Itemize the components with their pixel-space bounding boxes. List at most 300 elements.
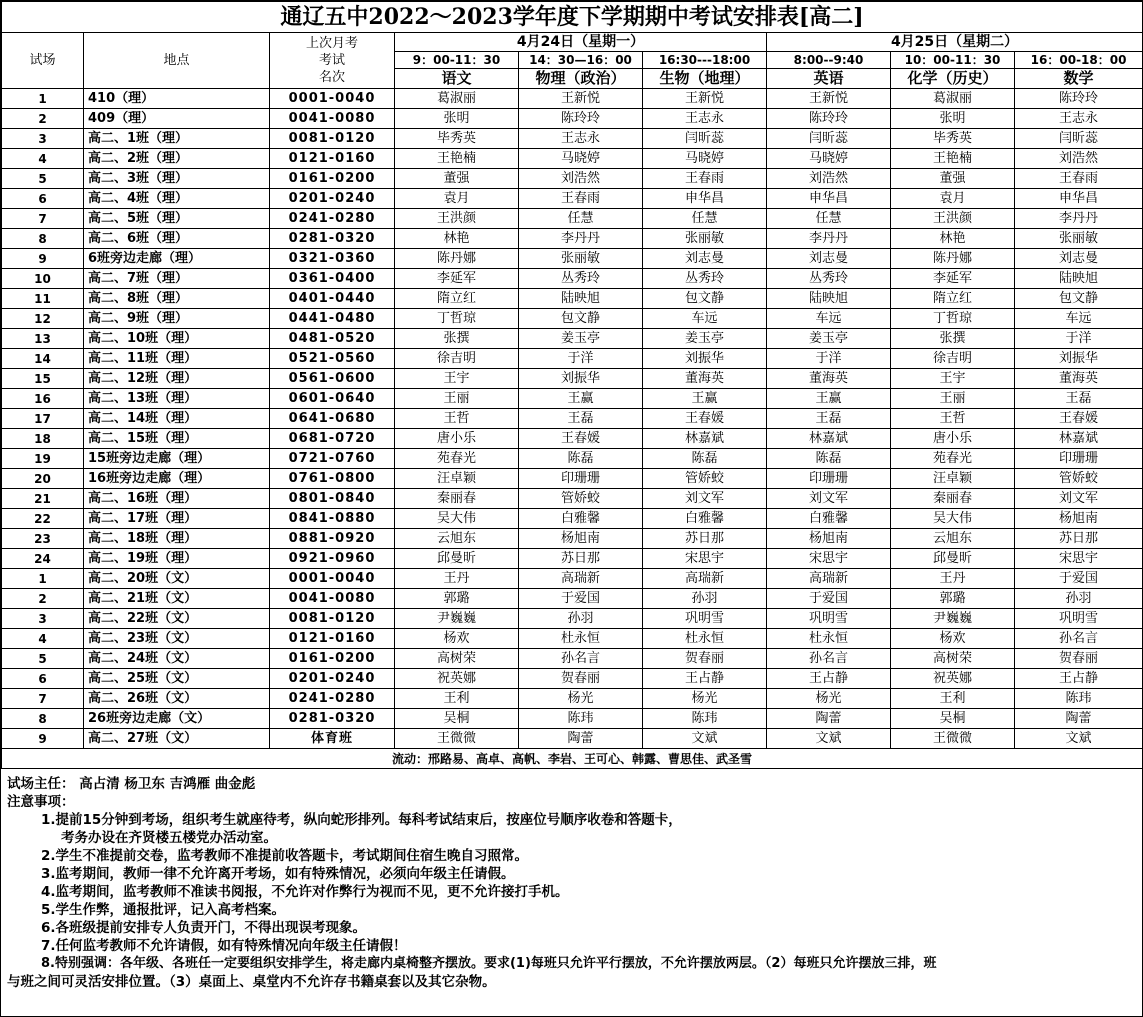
note-item: 7.任何监考教师不允许请假，如有特殊情况向年级主任请假！	[41, 938, 407, 954]
room-location: 高二、18班（理）	[84, 529, 270, 549]
rank-range: 0321-0360	[270, 249, 395, 269]
header-subject: 英语	[767, 69, 891, 89]
floating-proctors: 流动：邢路易、高卓、高帆、李岩、王可心、韩露、曹思佳、武圣雪	[2, 749, 1143, 769]
proctor-cell: 林嘉斌	[767, 429, 891, 449]
room-number: 15	[2, 369, 84, 389]
room-location: 高二、13班（理）	[84, 389, 270, 409]
proctor-cell: 陆映旭	[767, 289, 891, 309]
proctor-cell: 吴桐	[395, 709, 519, 729]
proctor-cell: 于洋	[519, 349, 643, 369]
proctor-cell: 云旭东	[891, 529, 1015, 549]
table-row	[2, 189, 1143, 209]
proctor-cell: 陆映旭	[519, 289, 643, 309]
rank-range: 0081-0120	[270, 129, 395, 149]
room-number: 1	[2, 89, 84, 109]
rank-range: 0801-0840	[270, 489, 395, 509]
table-row	[2, 109, 1143, 129]
room-location: 高二、16班（理）	[84, 489, 270, 509]
room-number: 8	[2, 229, 84, 249]
proctor-cell: 张丽敏	[1015, 229, 1143, 249]
proctor-cell: 于爱国	[519, 589, 643, 609]
rank-range: 0641-0680	[270, 409, 395, 429]
room-number: 9	[2, 729, 84, 749]
room-location: 高二、17班（理）	[84, 509, 270, 529]
proctor-cell: 管娇蛟	[1015, 469, 1143, 489]
rank-range: 0161-0200	[270, 649, 395, 669]
proctor-cell: 申华昌	[767, 189, 891, 209]
proctor-cell: 刘浩然	[767, 169, 891, 189]
schedule-table	[1, 1, 1143, 769]
proctor-cell: 董强	[395, 169, 519, 189]
proctor-cell: 丛秀玲	[643, 269, 767, 289]
room-number: 3	[2, 609, 84, 629]
proctor-cell: 王哲	[395, 409, 519, 429]
room-number: 11	[2, 289, 84, 309]
proctor-cell: 于洋	[1015, 329, 1143, 349]
proctor-cell: 王丽	[395, 389, 519, 409]
proctor-cell: 孙羽	[643, 589, 767, 609]
proctor-cell: 王赢	[767, 389, 891, 409]
proctor-cell: 李延军	[395, 269, 519, 289]
proctor-cell: 林嘉斌	[1015, 429, 1143, 449]
proctor-cell: 尹巍巍	[395, 609, 519, 629]
proctor-cell: 邱曼昕	[891, 549, 1015, 569]
table-row	[2, 569, 1143, 589]
notes-section	[7, 775, 1137, 991]
proctor-cell: 王艳楠	[891, 149, 1015, 169]
room-location: 高二、14班（理）	[84, 409, 270, 429]
proctor-cell: 白雅馨	[643, 509, 767, 529]
proctor-cell: 陈玲玲	[1015, 89, 1143, 109]
note-item: 3.监考期间，教师一律不允许离开考场，如有特殊情况，必须向年级主任请假。	[41, 866, 515, 882]
room-location: 高二、27班（文）	[84, 729, 270, 749]
table-row	[2, 129, 1143, 149]
table-row	[2, 729, 1143, 749]
room-number: 1	[2, 569, 84, 589]
room-number: 2	[2, 109, 84, 129]
table-row	[2, 529, 1143, 549]
proctor-cell: 刘浩然	[519, 169, 643, 189]
room-location: 高二、22班（文）	[84, 609, 270, 629]
proctor-cell: 文斌	[643, 729, 767, 749]
proctor-cell: 管娇蛟	[519, 489, 643, 509]
header-subject: 物理（政治）	[519, 69, 643, 89]
proctor-cell: 文斌	[767, 729, 891, 749]
proctor-cell: 王磊	[1015, 389, 1143, 409]
proctor-cell: 闫昕蕊	[1015, 129, 1143, 149]
proctor-cell: 袁月	[395, 189, 519, 209]
proctor-cell: 刘文军	[1015, 489, 1143, 509]
proctor-cell: 王春雨	[643, 169, 767, 189]
proctor-cell: 白雅馨	[519, 509, 643, 529]
proctor-cell: 吴桐	[891, 709, 1015, 729]
rank-range: 0521-0560	[270, 349, 395, 369]
proctor-cell: 杜永恒	[519, 629, 643, 649]
proctor-cell: 葛淑丽	[891, 89, 1015, 109]
proctor-cell: 王哲	[891, 409, 1015, 429]
table-row	[2, 449, 1143, 469]
proctor-cell: 董强	[891, 169, 1015, 189]
proctor-cell: 张丽敏	[643, 229, 767, 249]
note-item: 考务办设在齐贤楼五楼党办活动室。	[61, 830, 277, 846]
header-last-rank-line: 名次	[318, 70, 345, 85]
header-subject: 数学	[1015, 69, 1143, 89]
proctor-cell: 马晓婷	[643, 149, 767, 169]
proctor-cell: 林艳	[395, 229, 519, 249]
room-location: 高二、10班（理）	[84, 329, 270, 349]
proctor-cell: 王洪颜	[891, 209, 1015, 229]
proctor-cell: 陆映旭	[1015, 269, 1143, 289]
rank-range: 0881-0920	[270, 529, 395, 549]
proctor-cell: 董海英	[643, 369, 767, 389]
proctor-cell: 王春媛	[1015, 409, 1143, 429]
proctor-cell: 印珊珊	[767, 469, 891, 489]
room-number: 23	[2, 529, 84, 549]
room-number: 5	[2, 649, 84, 669]
proctor-cell: 王春雨	[1015, 169, 1143, 189]
proctor-cell: 孙名言	[519, 649, 643, 669]
table-row	[2, 349, 1143, 369]
proctor-cell: 任慧	[643, 209, 767, 229]
rank-range: 体育班	[270, 729, 395, 749]
header-time: 10：00-11：30	[891, 52, 1015, 69]
rank-range: 0281-0320	[270, 229, 395, 249]
table-row	[2, 609, 1143, 629]
rank-range: 0561-0600	[270, 369, 395, 389]
rank-range: 0241-0280	[270, 689, 395, 709]
room-location: 高二、25班（文）	[84, 669, 270, 689]
rank-range: 0041-0080	[270, 589, 395, 609]
proctor-cell: 刘振华	[519, 369, 643, 389]
proctor-cell: 王微微	[891, 729, 1015, 749]
room-location: 高二、24班（文）	[84, 649, 270, 669]
proctor-cell: 王丹	[395, 569, 519, 589]
header-time: 16:30---18:00	[643, 52, 767, 69]
room-location: 409（理）	[84, 109, 270, 129]
header-time: 14：30—16：00	[519, 52, 643, 69]
proctor-cell: 申华昌	[643, 189, 767, 209]
table-row	[2, 409, 1143, 429]
proctor-cell: 刘志曼	[767, 249, 891, 269]
room-number: 22	[2, 509, 84, 529]
room-location: 高二、7班（理）	[84, 269, 270, 289]
room-location: 410（理）	[84, 89, 270, 109]
room-location: 高二、2班（理）	[84, 149, 270, 169]
proctor-cell: 林艳	[891, 229, 1015, 249]
room-number: 4	[2, 149, 84, 169]
rank-range: 0681-0720	[270, 429, 395, 449]
room-location: 高二、4班（理）	[84, 189, 270, 209]
proctor-cell: 王赢	[519, 389, 643, 409]
proctor-cell: 巩明雪	[1015, 609, 1143, 629]
proctor-cell: 于爱国	[767, 589, 891, 609]
table-row	[2, 269, 1143, 289]
proctor-cell: 汪卓颖	[395, 469, 519, 489]
room-location: 高二、23班（文）	[84, 629, 270, 649]
proctor-cell: 刘志曼	[1015, 249, 1143, 269]
proctor-cell: 白雅馨	[767, 509, 891, 529]
header-last-rank	[270, 33, 395, 89]
proctor-cell: 陶蕾	[767, 709, 891, 729]
proctor-cell: 祝英娜	[891, 669, 1015, 689]
proctor-cell: 巩明雪	[767, 609, 891, 629]
proctor-cell: 刘志曼	[643, 249, 767, 269]
page-title: 通辽五中2022～2023学年度下学期期中考试安排表[高二]	[2, 2, 1143, 33]
room-location: 15班旁边走廊（理）	[84, 449, 270, 469]
rank-range: 0081-0120	[270, 609, 395, 629]
rank-range: 0121-0160	[270, 629, 395, 649]
room-location: 26班旁边走廊（文）	[84, 709, 270, 729]
table-row	[2, 289, 1143, 309]
proctor-cell: 车远	[767, 309, 891, 329]
room-number: 9	[2, 249, 84, 269]
proctor-cell: 秦丽春	[395, 489, 519, 509]
proctor-cell: 丁哲琼	[395, 309, 519, 329]
proctor-cell: 陈磊	[767, 449, 891, 469]
proctor-cell: 杨光	[643, 689, 767, 709]
proctor-cell: 董海英	[767, 369, 891, 389]
room-number: 18	[2, 429, 84, 449]
room-location: 高二、21班（文）	[84, 589, 270, 609]
proctor-cell: 杜永恒	[643, 629, 767, 649]
proctor-cell: 王志永	[1015, 109, 1143, 129]
proctor-cell: 任慧	[519, 209, 643, 229]
proctor-cell: 秦丽春	[891, 489, 1015, 509]
proctor-cell: 郭璐	[395, 589, 519, 609]
proctor-cell: 王赢	[643, 389, 767, 409]
proctor-cell: 陈磊	[519, 449, 643, 469]
room-number: 3	[2, 129, 84, 149]
proctor-cell: 张明	[891, 109, 1015, 129]
proctor-cell: 祝英娜	[395, 669, 519, 689]
rank-range: 0601-0640	[270, 389, 395, 409]
room-number: 8	[2, 709, 84, 729]
note-item: 8.特别强调：各年级、各班任一定要组织安排学生，将走廊内桌椅整齐摆放。要求(1)每班只允许平行摆放，不允许摆放两层。（2）每班只允许摆放三排，班	[41, 956, 937, 971]
rank-range: 0001-0040	[270, 89, 395, 109]
proctor-cell: 刘文军	[767, 489, 891, 509]
room-location: 6班旁边走廊（理）	[84, 249, 270, 269]
proctor-cell: 毕秀英	[891, 129, 1015, 149]
proctor-cell: 汪卓颖	[891, 469, 1015, 489]
proctor-cell: 陈丹娜	[891, 249, 1015, 269]
proctor-cell: 孙名言	[767, 649, 891, 669]
header-time: 9：00-11：30	[395, 52, 519, 69]
rank-range: 0841-0880	[270, 509, 395, 529]
proctor-cell: 包文静	[643, 289, 767, 309]
proctor-cell: 高瑞新	[643, 569, 767, 589]
room-number: 10	[2, 269, 84, 289]
proctor-cell: 王微微	[395, 729, 519, 749]
room-number: 7	[2, 689, 84, 709]
proctor-cell: 印珊珊	[1015, 449, 1143, 469]
rank-range: 0201-0240	[270, 189, 395, 209]
note-item: 1.提前15分钟到考场，组织考生就座待考，纵向蛇形排列。每科考试结束后，按座位号顺序收卷和答题卡，	[41, 812, 682, 828]
proctor-cell: 苏日那	[519, 549, 643, 569]
proctor-cell: 王宇	[395, 369, 519, 389]
exam-directors: 试场主任： 高占清 杨卫东 吉鸿雁 曲金彪	[7, 776, 256, 792]
room-location: 高二、19班（理）	[84, 549, 270, 569]
note-item: 2.学生不准提前交卷，监考教师不准提前收答题卡，考试期间住宿生晚自习照常。	[41, 848, 529, 864]
rank-range: 0921-0960	[270, 549, 395, 569]
proctor-cell: 李丹丹	[767, 229, 891, 249]
proctor-cell: 高树荣	[395, 649, 519, 669]
room-location: 高二、6班（理）	[84, 229, 270, 249]
proctor-cell: 王春雨	[519, 189, 643, 209]
room-location: 高二、3班（理）	[84, 169, 270, 189]
proctor-cell: 王利	[395, 689, 519, 709]
proctor-cell: 高瑞新	[519, 569, 643, 589]
room-number: 4	[2, 629, 84, 649]
room-number: 17	[2, 409, 84, 429]
proctor-cell: 丛秀玲	[519, 269, 643, 289]
proctor-cell: 王志永	[519, 129, 643, 149]
proctor-cell: 王春媛	[519, 429, 643, 449]
note-item: 5.学生作弊，通报批评，记入高考档案。	[41, 902, 286, 918]
proctor-cell: 李丹丹	[519, 229, 643, 249]
proctor-cell: 王占静	[643, 669, 767, 689]
proctor-cell: 王新悦	[767, 89, 891, 109]
room-number: 6	[2, 669, 84, 689]
proctor-cell: 丁哲琼	[891, 309, 1015, 329]
room-number: 16	[2, 389, 84, 409]
table-row	[2, 629, 1143, 649]
proctor-cell: 孙羽	[1015, 589, 1143, 609]
proctor-cell: 毕秀英	[395, 129, 519, 149]
proctor-cell: 王丹	[891, 569, 1015, 589]
proctor-cell: 张撰	[395, 329, 519, 349]
header-location: 地点	[84, 33, 270, 89]
table-row	[2, 249, 1143, 269]
proctor-cell: 杨光	[519, 689, 643, 709]
rank-range: 0001-0040	[270, 569, 395, 589]
header-time: 8:00--9:40	[767, 52, 891, 69]
proctor-cell: 杨旭南	[767, 529, 891, 549]
proctor-cell: 管娇蛟	[643, 469, 767, 489]
table-row	[2, 209, 1143, 229]
proctor-cell: 申华昌	[1015, 189, 1143, 209]
table-row	[2, 369, 1143, 389]
proctor-cell: 孙名言	[1015, 629, 1143, 649]
proctor-cell: 张丽敏	[519, 249, 643, 269]
proctor-cell: 尹巍巍	[891, 609, 1015, 629]
proctor-cell: 王洪颜	[395, 209, 519, 229]
rank-range: 0441-0480	[270, 309, 395, 329]
proctor-cell: 王宇	[891, 369, 1015, 389]
proctor-cell: 隋立红	[395, 289, 519, 309]
proctor-cell: 王磊	[767, 409, 891, 429]
rank-range: 0761-0800	[270, 469, 395, 489]
room-location: 高二、12班（理）	[84, 369, 270, 389]
proctor-cell: 印珊珊	[519, 469, 643, 489]
note-item: 与班之间可灵活安排位置。（3）桌面上、桌堂内不允许存书籍桌套以及其它杂物。	[7, 974, 496, 990]
proctor-cell: 王占静	[1015, 669, 1143, 689]
table-row	[2, 329, 1143, 349]
proctor-cell: 贺春丽	[643, 649, 767, 669]
header-last-rank-line: 考试	[318, 53, 345, 68]
header-subject: 生物（地理）	[643, 69, 767, 89]
proctor-cell: 邱曼昕	[395, 549, 519, 569]
proctor-cell: 王志永	[643, 109, 767, 129]
rank-range: 0481-0520	[270, 329, 395, 349]
proctor-cell: 高瑞新	[767, 569, 891, 589]
proctor-cell: 陈玮	[1015, 689, 1143, 709]
proctor-cell: 王占静	[767, 669, 891, 689]
proctor-cell: 任慧	[767, 209, 891, 229]
room-number: 24	[2, 549, 84, 569]
proctor-cell: 马晓婷	[767, 149, 891, 169]
proctor-cell: 车远	[643, 309, 767, 329]
room-location: 16班旁边走廊（理）	[84, 469, 270, 489]
proctor-cell: 云旭东	[395, 529, 519, 549]
proctor-cell: 姜玉亭	[519, 329, 643, 349]
header-day-1: 4月24日（星期一）	[395, 33, 767, 52]
proctor-cell: 刘振华	[1015, 349, 1143, 369]
proctor-cell: 王春媛	[643, 409, 767, 429]
proctor-cell: 唐小乐	[891, 429, 1015, 449]
proctor-cell: 闫昕蕊	[767, 129, 891, 149]
note-item: 6.各班级提前安排专人负责开门，不得出现误考现象。	[41, 920, 367, 936]
proctor-cell: 杨欢	[395, 629, 519, 649]
room-number: 13	[2, 329, 84, 349]
proctor-cell: 苏日那	[1015, 529, 1143, 549]
proctor-cell: 王磊	[519, 409, 643, 429]
proctor-cell: 姜玉亭	[767, 329, 891, 349]
table-row	[2, 489, 1143, 509]
proctor-cell: 陈玲玲	[767, 109, 891, 129]
room-number: 19	[2, 449, 84, 469]
proctor-cell: 姜玉亭	[643, 329, 767, 349]
table-row	[2, 669, 1143, 689]
table-row	[2, 429, 1143, 449]
proctor-cell: 杨旭南	[519, 529, 643, 549]
note-item: 4.监考期间，监考教师不准读书阅报，不允许对作弊行为视而不见，更不允许接打手机。	[41, 884, 569, 900]
table-row	[2, 149, 1143, 169]
notes-heading: 注意事项：	[7, 794, 75, 810]
proctor-cell: 董海英	[1015, 369, 1143, 389]
proctor-cell: 隋立红	[891, 289, 1015, 309]
proctor-cell: 吴大伟	[891, 509, 1015, 529]
proctor-cell: 苏日那	[643, 529, 767, 549]
proctor-cell: 杨旭南	[1015, 509, 1143, 529]
room-location: 高二、9班（理）	[84, 309, 270, 329]
proctor-cell: 王利	[891, 689, 1015, 709]
room-location: 高二、20班（文）	[84, 569, 270, 589]
proctor-cell: 杜永恒	[767, 629, 891, 649]
proctor-cell: 宋思宇	[1015, 549, 1143, 569]
proctor-cell: 张撰	[891, 329, 1015, 349]
proctor-cell: 文斌	[1015, 729, 1143, 749]
room-location: 高二、26班（文）	[84, 689, 270, 709]
header-last-rank-line: 上次月考	[305, 36, 358, 51]
proctor-cell: 刘浩然	[1015, 149, 1143, 169]
proctor-cell: 贺春丽	[1015, 649, 1143, 669]
table-row	[2, 509, 1143, 529]
table-row	[2, 309, 1143, 329]
table-row	[2, 169, 1143, 189]
proctor-cell: 巩明雪	[643, 609, 767, 629]
proctor-cell: 唐小乐	[395, 429, 519, 449]
proctor-cell: 徐吉明	[891, 349, 1015, 369]
proctor-cell: 杨光	[767, 689, 891, 709]
proctor-cell: 徐吉明	[395, 349, 519, 369]
room-number: 20	[2, 469, 84, 489]
proctor-cell: 陈磊	[643, 449, 767, 469]
header-time: 16：00-18：00	[1015, 52, 1143, 69]
room-location: 高二、5班（理）	[84, 209, 270, 229]
proctor-cell: 高树荣	[891, 649, 1015, 669]
proctor-cell: 王艳楠	[395, 149, 519, 169]
proctor-cell: 于洋	[767, 349, 891, 369]
